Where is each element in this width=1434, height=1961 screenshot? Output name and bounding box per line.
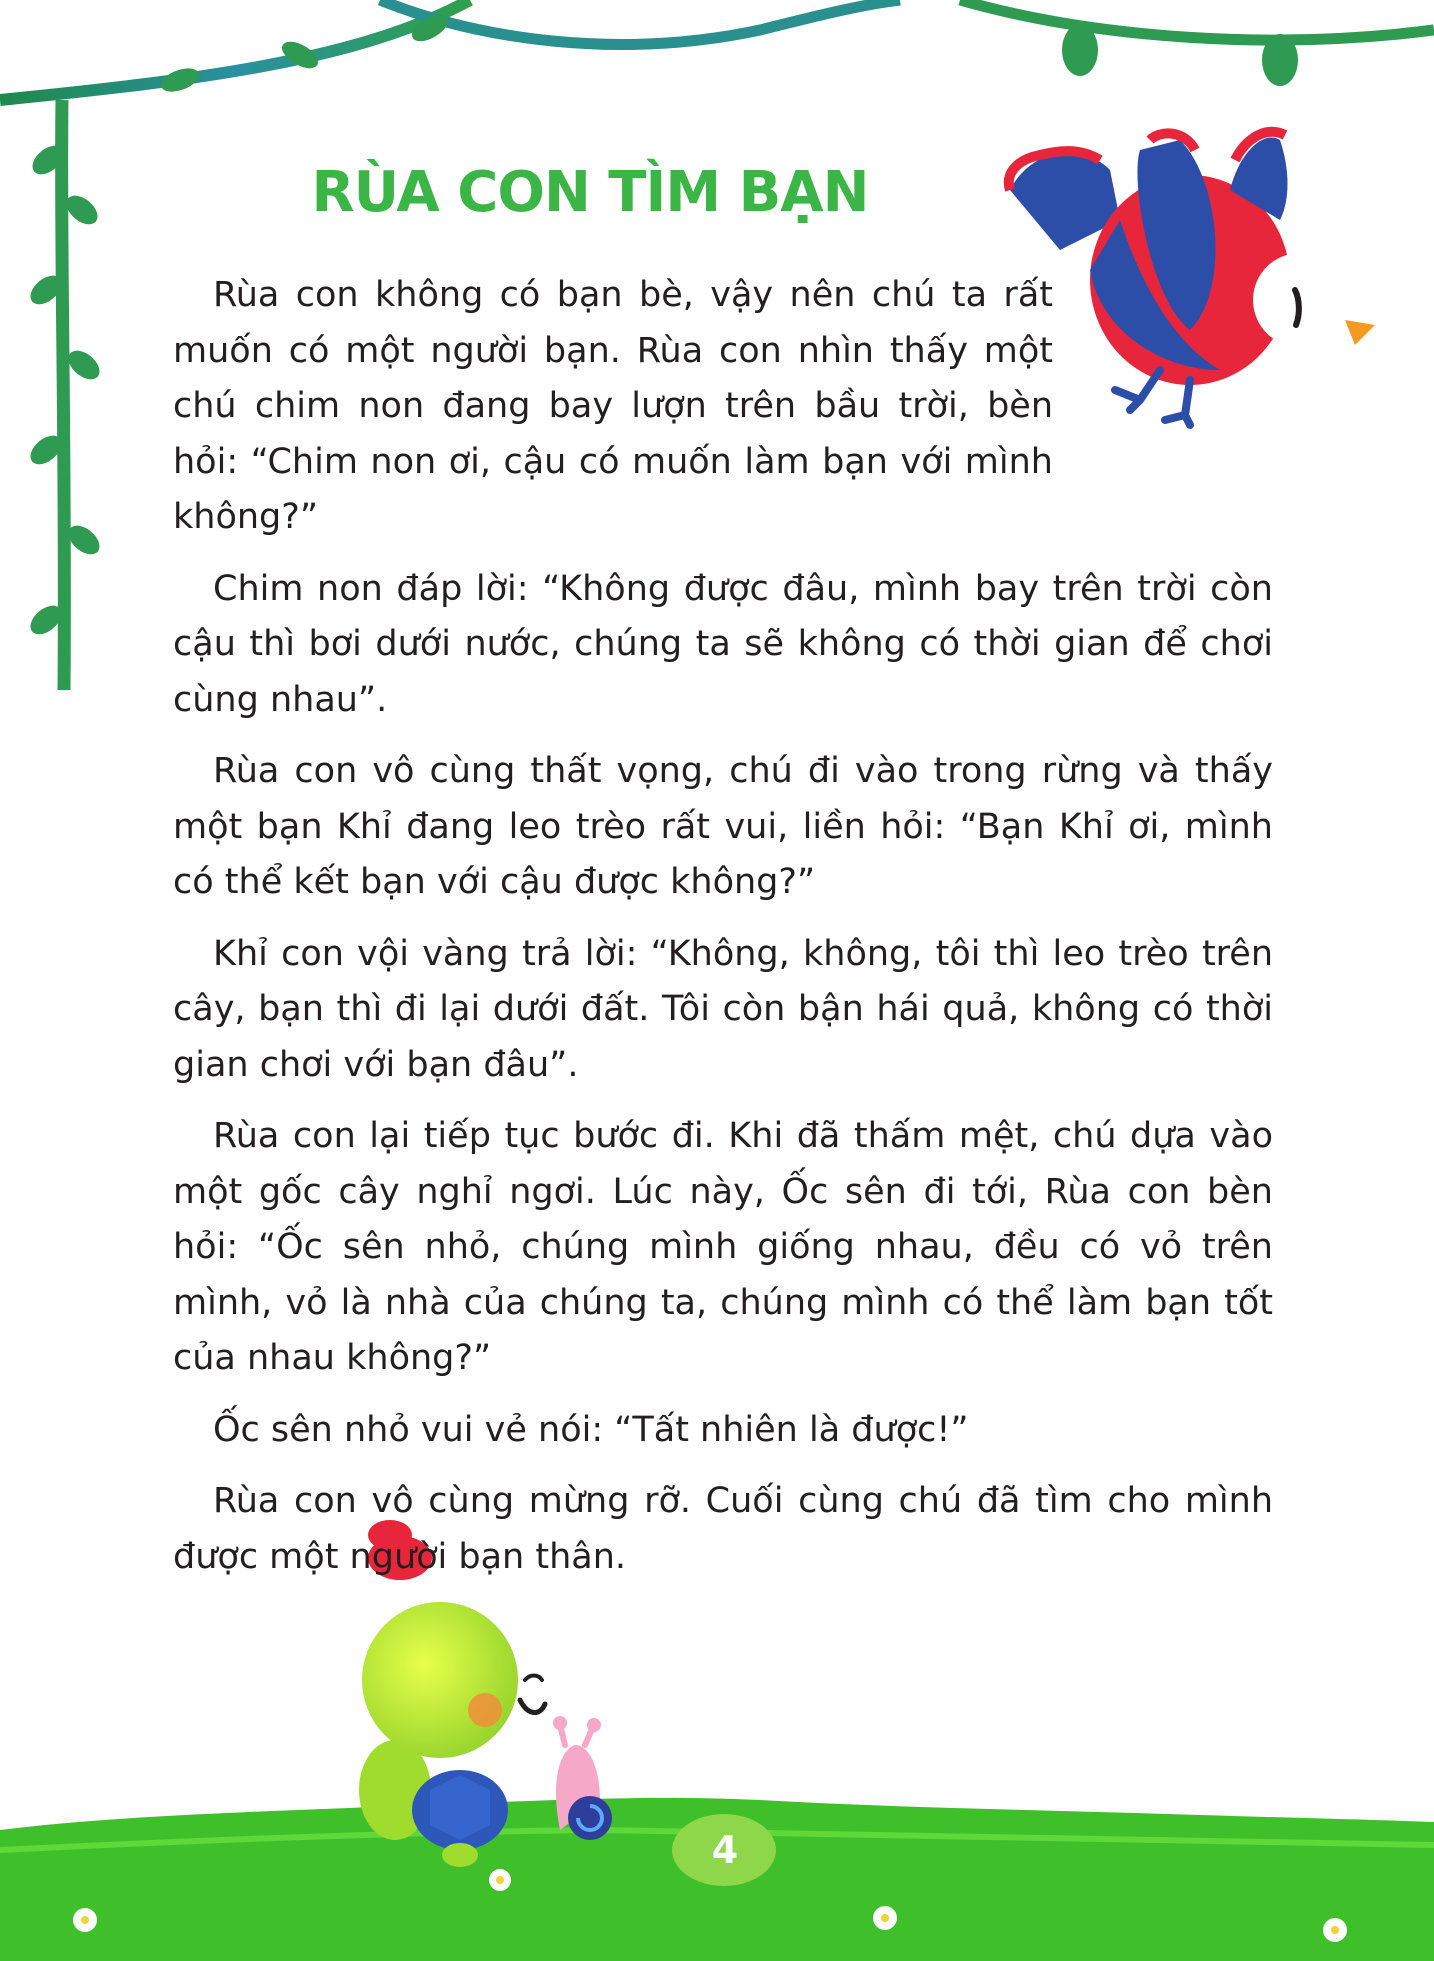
story-paragraph: Ốc sên nhỏ vui vẻ nói: “Tất nhiên là được!” — [213, 1409, 969, 1450]
story-paragraph: Chim non đáp lời: “Không được đâu, mình bay trên trời còn cậu thì bơi dưới nước, chúng ta sẽ không có thời gian để chơi cùng nhau”. — [173, 568, 1273, 720]
story-paragraph: Rùa con lại tiếp tục bước đi. Khi đã thấm mệt, chú dựa vào một gốc cây nghỉ ngơi. Lúc này, Ốc sên đi tới, Rùa con bèn hỏi: “Ốc sên nhỏ, chúng mình giống nhau, đều có vỏ trên mình, vỏ là nhà của chúng ta, chúng mình có thể làm bạn tốt của nhau không?” — [173, 1116, 1273, 1378]
page-title: RÙA CON TÌM BẠN — [311, 160, 869, 225]
story-paragraph: Khỉ con vội vàng trả lời: “Không, không, tôi thì leo trèo trên cây, bạn thì đi lại dưới đất. Tôi còn bận hái quả, không có thời gian chơi với bạn đâu”. — [173, 933, 1273, 1085]
page-number: 4 — [711, 1828, 739, 1872]
story-paragraph: Rùa con vô cùng mừng rỡ. Cuối cùng chú đã tìm cho mình được một người bạn thân. — [173, 1481, 1273, 1577]
snail-illustration — [553, 1716, 612, 1840]
story-paragraph: Rùa con vô cùng thất vọng, chú đi vào trong rừng và thấy một bạn Khỉ đang leo trèo rất vui, liền hỏi: “Bạn Khỉ ơi, mình có thể kết bạn với cậu được không?” — [173, 751, 1273, 902]
story-body — [173, 268, 1273, 1601]
story-paragraph: Rùa con không có bạn bè, vậy nên chú ta rất muốn có một người bạn. Rùa con nhìn thấy một chú chim non đang bay lượn trên bầu trời, bèn hỏi: “Chim non ơi, cậu có muốn làm bạn với mình không?” — [173, 275, 1053, 537]
